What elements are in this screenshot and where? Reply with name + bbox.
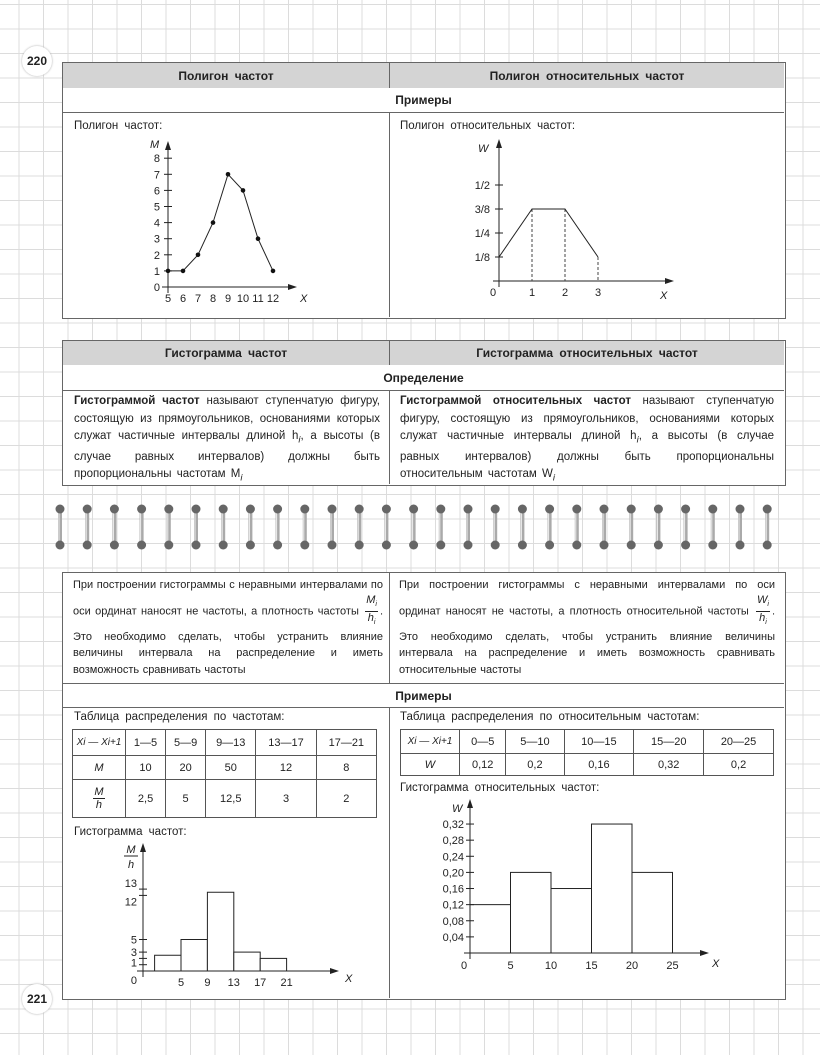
- x-tick-label: 20: [625, 960, 639, 972]
- table-cell: 5—9: [166, 730, 206, 756]
- table-cell: W: [401, 754, 460, 776]
- definition-text: , а высоты (в случае равных интервалов) должны быть пропорциональны относительным частотам W: [400, 430, 774, 481]
- y-tick-label: 1/2: [474, 180, 490, 192]
- histogram-bar: [260, 958, 286, 971]
- y-axis-label: W: [452, 803, 463, 815]
- y-axis-arrow: [496, 139, 502, 148]
- histogram-bar: [511, 872, 552, 953]
- x-tick-label: 1: [528, 287, 536, 299]
- data-point: [271, 269, 276, 274]
- denominator: $h_i$: [367, 611, 376, 626]
- x-axis-arrow: [665, 278, 674, 284]
- table-cell: 12,5: [206, 780, 256, 818]
- histogram-bar: [155, 955, 181, 971]
- table-cell: 12: [256, 756, 316, 780]
- y-axis-label: M: [150, 139, 160, 151]
- polygon-frequencies-chart: [150, 139, 308, 305]
- table-cell: 2,5: [126, 780, 166, 818]
- x-axis-label: X: [660, 290, 668, 302]
- x-axis-arrow: [700, 950, 709, 956]
- x-tick-label: 2: [561, 287, 569, 299]
- data-point: [166, 269, 171, 274]
- data-point: [196, 253, 201, 258]
- rel-histogram-caption: Гистограмма относительных частот:: [400, 782, 600, 794]
- text: . Это необходимо сделать, чтобы устранить влияние величины интервала на распределение и иметь возможность сравнивать относительные частоты: [399, 605, 775, 676]
- data-point: [241, 188, 246, 193]
- page-number-top: 220: [22, 46, 52, 76]
- denominator: $h_i$: [759, 611, 767, 626]
- table-cell: 13—17: [256, 730, 316, 756]
- header-label: Гистограмма относительных частот: [476, 346, 698, 360]
- y-tick-label: 6: [153, 185, 160, 198]
- y-tick-label: 2: [153, 249, 160, 262]
- y-tick-label: 1/4: [474, 228, 490, 240]
- histogram-bar: [207, 892, 233, 971]
- table-cell: 0,12: [460, 754, 506, 776]
- y-axis-label: W: [478, 143, 489, 155]
- series-line: [168, 174, 273, 271]
- y-tick-label: 0,28: [442, 835, 464, 848]
- table-cell: 10—15: [564, 730, 634, 754]
- y-tick-label: 7: [153, 169, 160, 182]
- definition-text: называют ступенчатую фигуру, состоящую из прямоугольников, основаниями которых служат частичные интервалы длиной h: [400, 395, 774, 442]
- x-tick-label: 0: [489, 287, 497, 299]
- table-cell: Xi — Xi+1: [73, 730, 126, 756]
- y-tick-label: 1: [130, 957, 137, 970]
- y-axis-arrow: [165, 141, 171, 150]
- y-tick-label: 0,32: [442, 819, 464, 832]
- x-tick-label: 12: [266, 293, 280, 305]
- subscript: i: [240, 472, 243, 484]
- header-label: Гистограмма частот: [164, 346, 288, 360]
- histogram-bar: [234, 952, 260, 971]
- examples-label: Примеры: [395, 688, 452, 703]
- y-tick-label: 13: [124, 878, 137, 891]
- table-cell: 8: [316, 756, 376, 780]
- freq-histogram-caption: Гистограмма частот:: [74, 826, 187, 838]
- table-cell: 0,2: [704, 754, 774, 776]
- data-point: [211, 220, 216, 225]
- data-point: [181, 269, 186, 274]
- subscript: i: [552, 472, 555, 484]
- y-axis-arrow: [140, 843, 146, 852]
- series-line: [499, 209, 598, 257]
- x-tick-label: 15: [585, 960, 598, 972]
- y-tick-label: 1/8: [474, 252, 490, 264]
- table-cell: 20—25: [704, 730, 774, 754]
- table-cell: 5: [166, 780, 206, 818]
- y-tick-label: 3: [153, 233, 160, 246]
- y-tick-label: 12: [124, 896, 137, 909]
- y-tick-label: 5: [130, 934, 137, 947]
- data-point: [226, 172, 231, 177]
- x-tick-label: 21: [280, 977, 293, 989]
- histogram-bar: [470, 905, 511, 953]
- x-axis-label: X: [712, 958, 720, 970]
- freq-table-caption: Таблица распределения по частотам:: [74, 711, 285, 723]
- definition-label: Определение: [383, 370, 464, 385]
- table-cell: 0,16: [564, 754, 634, 776]
- y-tick-label: 8: [153, 153, 160, 166]
- x-tick-label: 0: [460, 960, 468, 972]
- text: При построении гистограммы с неравными интервалами по оси ординат наносят не частоты, а плотность относительной частоты: [399, 579, 775, 618]
- histogram-bar: [632, 872, 673, 953]
- table-cell: 2: [316, 780, 376, 818]
- histogram-relative-chart: [443, 799, 720, 972]
- y-axis-label-denominator: h: [127, 859, 135, 871]
- x-axis-label: X: [345, 973, 353, 985]
- x-tick-label: 17: [254, 977, 267, 989]
- page-number-bottom: 221: [22, 984, 52, 1014]
- relative-polygon-caption: Полигон относительных частот:: [400, 120, 576, 132]
- x-tick-label: 3: [594, 287, 602, 299]
- x-tick-label: 10: [236, 293, 250, 305]
- x-axis-arrow: [330, 968, 339, 974]
- table-cell: 0,2: [506, 754, 564, 776]
- numerator: M: [94, 786, 104, 798]
- table-cell: 15—20: [634, 730, 704, 754]
- table-cell: 20: [166, 756, 206, 780]
- denominator: h: [95, 799, 103, 811]
- subscript: i: [298, 434, 301, 446]
- x-tick-label: 5: [507, 960, 514, 972]
- x-axis-label: X: [300, 293, 308, 305]
- histogram-frequencies-chart: [124, 843, 353, 989]
- examples-label: Примеры: [395, 93, 452, 107]
- x-tick-label: 6: [179, 293, 187, 305]
- y-tick-label: 0,08: [442, 915, 464, 928]
- subscript: i: [636, 434, 639, 446]
- y-tick-label: 0,04: [442, 931, 464, 944]
- y-tick-label: 3/8: [474, 204, 490, 216]
- y-tick-label: 4: [153, 217, 160, 230]
- polygon-caption: Полигон частот:: [74, 120, 163, 132]
- x-tick-label: 7: [194, 293, 202, 305]
- y-tick-label: 3: [130, 947, 137, 960]
- y-tick-label: 1: [153, 265, 160, 278]
- header-label: Полигон частот: [178, 68, 274, 83]
- table-cell: M: [73, 756, 126, 780]
- x-tick-label: 11: [252, 293, 264, 305]
- y-tick-label: 0,24: [442, 851, 464, 864]
- y-axis-label-numerator: M: [126, 844, 136, 856]
- y-axis-arrow: [467, 799, 473, 808]
- table-cell: 3: [256, 780, 316, 818]
- x-tick-label: 8: [209, 293, 217, 305]
- table-cell: 5—10: [506, 730, 564, 754]
- x-tick-label: 13: [227, 977, 240, 989]
- y-tick-label: 0,12: [442, 899, 464, 912]
- term: Гистограммой частот: [74, 395, 200, 407]
- text: При построении гистограммы с неравными интервалами по оси ординат наносят не частоты, а плотность частоты: [73, 579, 383, 618]
- y-tick-label: 0,20: [442, 867, 464, 880]
- y-tick-label: 0: [130, 975, 137, 987]
- x-tick-label: 5: [164, 293, 172, 305]
- term: Гистограммой относительных частот: [400, 395, 631, 407]
- x-axis-arrow: [288, 284, 297, 290]
- table-cell: 17—21: [316, 730, 376, 756]
- numerator: $M_i$: [365, 594, 378, 612]
- definition-text: называют ступенчатую фигуру, состоящую из прямоугольников, основаниями которых служат частичные интервалы длиной h: [74, 395, 380, 442]
- x-tick-label: 25: [666, 960, 679, 972]
- histogram-bar: [592, 824, 633, 953]
- polygon-relative-chart: [475, 139, 674, 302]
- table-cell: 1—5: [126, 730, 166, 756]
- table-cell: 0—5: [460, 730, 506, 754]
- definition-text: , а высоты (в случае равных интервалов) должны быть пропорциональны частотам M: [74, 430, 380, 481]
- x-tick-label: 5: [177, 977, 185, 989]
- histogram-bar: [181, 940, 207, 972]
- table-cell: 10: [126, 756, 166, 780]
- y-tick-label: 5: [153, 201, 160, 214]
- data-point: [256, 236, 261, 241]
- header-label: Полигон относительных частот: [489, 68, 685, 83]
- numerator: $W_i$: [756, 594, 770, 612]
- table-cell: Xi — Xi+1: [401, 730, 460, 754]
- y-tick-label: 0: [153, 282, 160, 294]
- table-cell: 50: [206, 756, 256, 780]
- histogram-bar: [551, 889, 592, 953]
- x-tick-label: 10: [544, 960, 558, 972]
- rel-table-caption: Таблица распределения по относительным частотам:: [400, 711, 700, 723]
- x-tick-label: 9: [204, 977, 211, 989]
- table-cell: 9—13: [206, 730, 256, 756]
- text: . Это необходимо сделать, чтобы устранить влияние величины интервала на распределение и иметь возможность сравнивать частоты: [73, 605, 383, 676]
- x-tick-label: 9: [224, 293, 232, 305]
- table-cell: 0,32: [634, 754, 704, 776]
- y-tick-label: 0,16: [442, 883, 464, 896]
